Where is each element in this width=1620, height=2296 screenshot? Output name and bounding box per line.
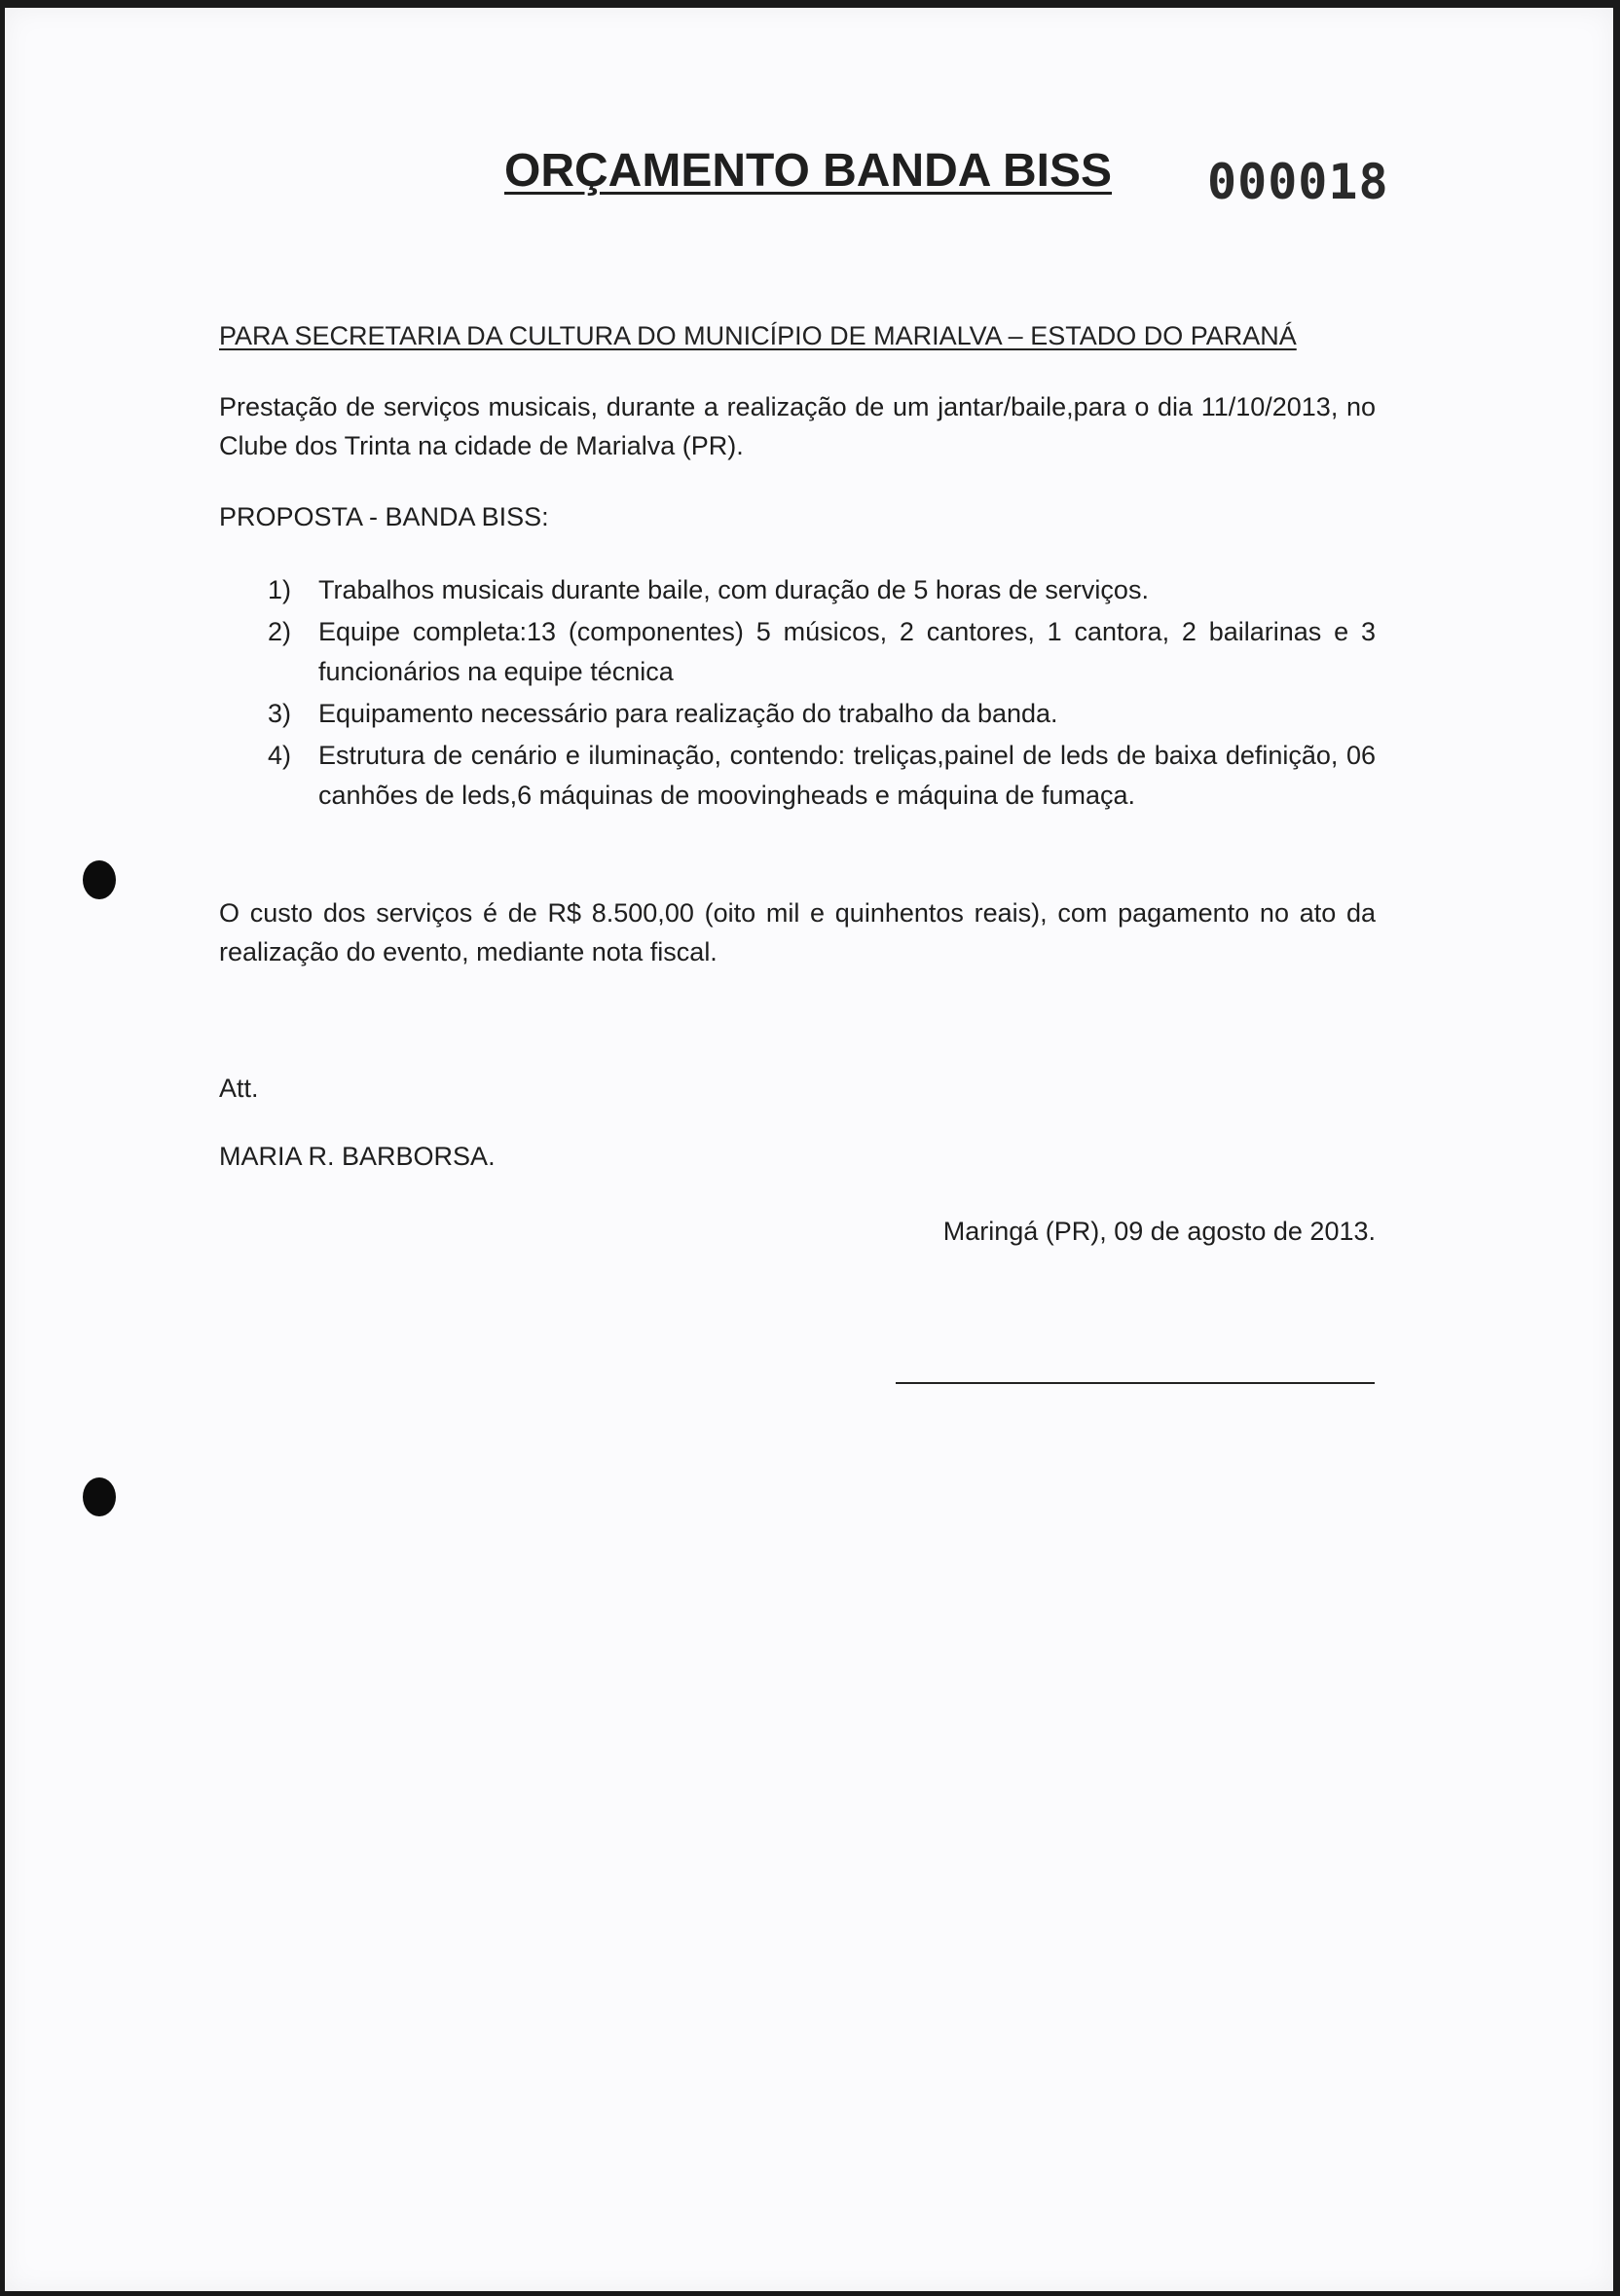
cost-paragraph: O custo dos serviços é de R$ 8.500,00 (oito mil e quinhentos reais), com pagamento no ato da realização do evento, mediante nota fiscal. bbox=[219, 898, 1376, 966]
item-number: 4) bbox=[268, 741, 292, 770]
item-text: Equipe completa:13 (componentes) 5 músicos, 2 cantores, 1 cantora, 2 bailarinas e 3 funcionários na equipe técnica bbox=[318, 617, 1376, 686]
closing-salutation: Att. bbox=[219, 1074, 259, 1103]
document-title: ORÇAMENTO BANDA BISS bbox=[504, 145, 1113, 197]
document-number-stamp: 000018 bbox=[1207, 154, 1389, 210]
punch-hole bbox=[83, 1477, 116, 1516]
place-and-date: Maringá (PR), 09 de agosto de 2013. bbox=[942, 1217, 1376, 1246]
item-number: 2) bbox=[268, 617, 292, 646]
proposal-heading: PROPOSTA - BANDA BISS: bbox=[219, 502, 549, 531]
punch-hole bbox=[83, 860, 116, 899]
item-number: 1) bbox=[268, 575, 292, 604]
document-page bbox=[5, 8, 1613, 2291]
item-text: Equipamento necessário para realização do trabalho da banda. bbox=[318, 699, 1058, 728]
list-item bbox=[268, 612, 1376, 692]
signer-name: MARIA R. BARBORSA. bbox=[219, 1142, 496, 1171]
item-text: Estrutura de cenário e iluminação, contendo: treliças,painel de leds de baixa definição, 06 canhões de leds,6 máquinas de moovingheads e máquina de fumaça. bbox=[318, 741, 1376, 810]
item-text: Trabalhos musicais durante baile, com duração de 5 horas de serviços. bbox=[318, 575, 1149, 604]
item-number: 3) bbox=[268, 699, 292, 728]
list-item bbox=[268, 570, 1376, 610]
signature-line bbox=[896, 1382, 1375, 1384]
proposal-items-list bbox=[268, 570, 1376, 818]
recipient-line: PARA SECRETARIA DA CULTURA DO MUNICÍPIO DE MARIALVA – ESTADO DO PARANÁ bbox=[219, 321, 1297, 350]
list-item bbox=[268, 694, 1376, 734]
list-item bbox=[268, 736, 1376, 816]
intro-paragraph: Prestação de serviços musicais, durante a realização de um jantar/baile,para o dia 11/10/2013, no Clube dos Trinta na cidade de Marialva (PR). bbox=[219, 392, 1376, 460]
